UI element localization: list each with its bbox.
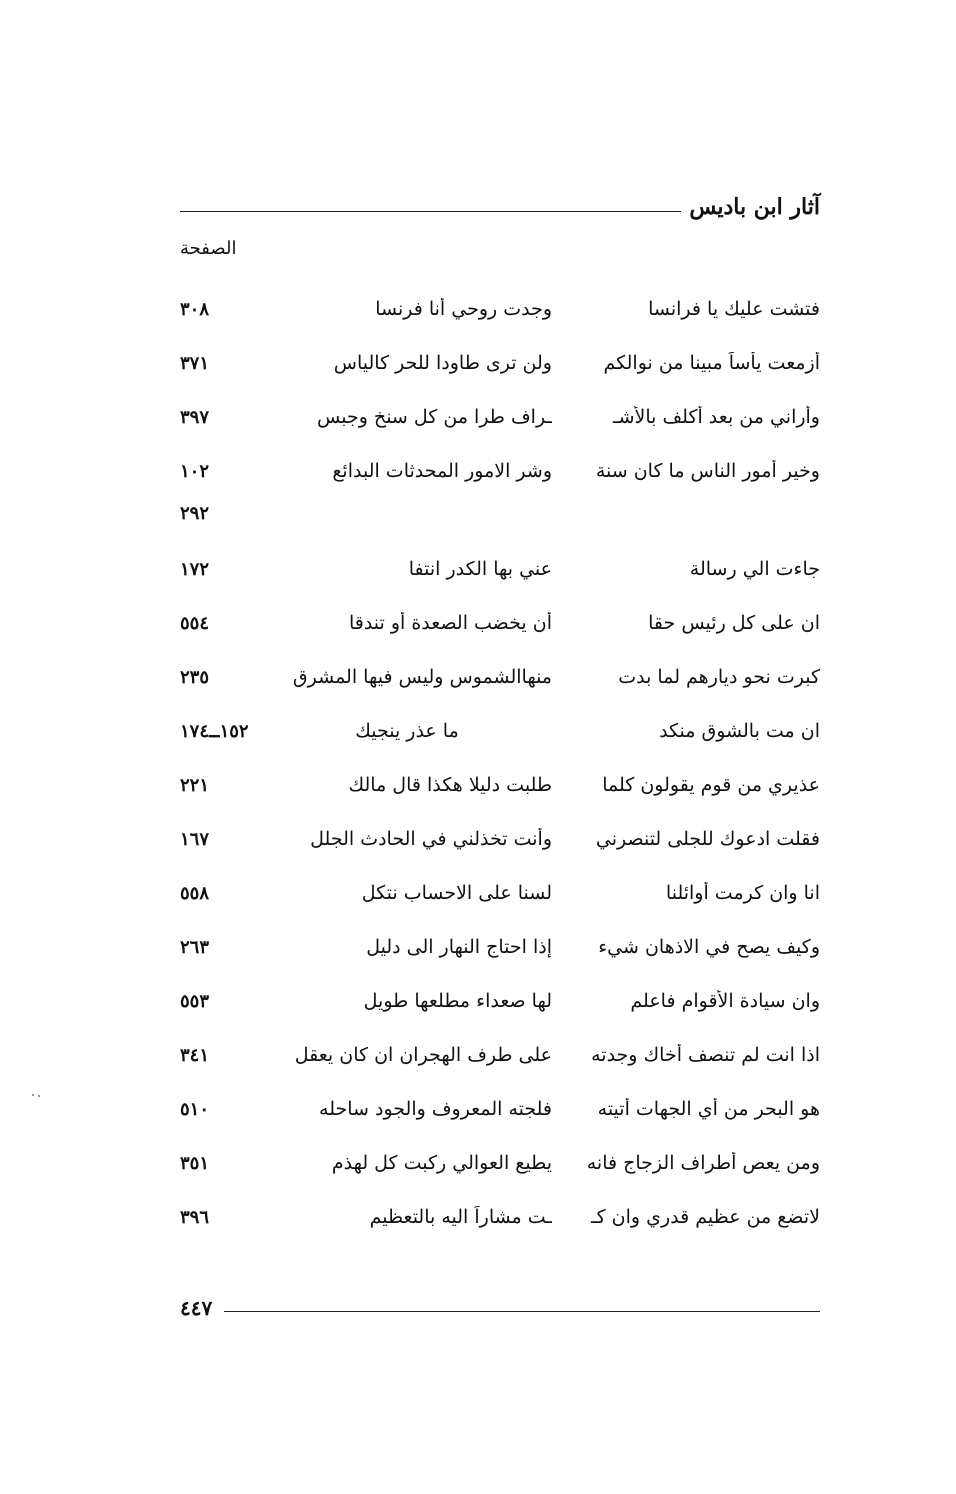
verse-second-half: ما عذر ينجيك: [355, 720, 459, 742]
book-title: آثار ابن باديس: [689, 194, 820, 220]
verse-first-half: وان سيادة الأقوام فاعلم: [630, 990, 820, 1012]
page-reference: ١٦٧: [180, 828, 210, 850]
verse-second-half: وأنت تخذلني في الحادث الجلل: [310, 828, 552, 850]
index-entry: [180, 866, 820, 920]
page-reference: ٥٥٣: [180, 990, 210, 1012]
header-rule: [180, 211, 681, 212]
page-reference: ١٧٢: [180, 558, 210, 580]
page-reference: ٥٥٤: [180, 612, 210, 634]
verse-second-half: يطيع العوالي ركبت كل لهذم: [331, 1152, 552, 1174]
index-entry: [180, 444, 820, 498]
verse-second-half: لسنا على الاحساب نتكل: [361, 882, 552, 904]
verse-second-half: منهاالشموس وليس فيها المشرق: [292, 666, 552, 688]
verse-first-half: أزمعت يأساً مبينا من نوالكم: [603, 352, 820, 374]
index-entry: [180, 1190, 820, 1244]
index-entry: [180, 542, 820, 596]
verse-second-half: وشر الامور المحدثات البدائع: [332, 460, 552, 482]
index-entry: [180, 758, 820, 812]
verse-index: [180, 282, 820, 1244]
page-reference: ٣٤١: [180, 1044, 210, 1066]
verse-second-half: فلجته المعروف والجود ساحله: [319, 1098, 552, 1120]
index-entry-continuation: [180, 498, 820, 528]
verse-second-half: عني بها الكدر انتفا: [408, 558, 552, 580]
page-reference: ٣٠٨: [180, 298, 210, 320]
index-entry: [180, 920, 820, 974]
page-footer: [180, 1288, 820, 1320]
verse-first-half: لاتضع من عظيم قدري وان كـ: [591, 1206, 820, 1228]
page-reference: ٣٥١: [180, 1152, 210, 1174]
verse-second-half: وجدت روحي أنا فرنسا: [375, 298, 552, 320]
verse-first-half: فتشت عليك يا فرانسا: [648, 298, 820, 320]
page-reference: ١٠٢: [180, 460, 210, 482]
page-number: ٤٤٧: [180, 1296, 213, 1320]
verse-second-half: على طرف الهجران ان كان يعقل: [294, 1044, 552, 1066]
verse-second-half: ـراف طرا من كل سنخ وجبس: [317, 406, 552, 428]
index-entry: [180, 596, 820, 650]
verse-first-half: انا وان كرمت أوائلنا: [665, 882, 820, 904]
page-reference: ٥١٠: [180, 1098, 210, 1120]
verse-second-half: إذا احتاج النهار الى دليل: [366, 936, 552, 958]
verse-second-half: أن يخضب الصعدة أو تندقا: [348, 612, 552, 634]
verse-second-half: طلبت دليلا هكذا قال مالك: [348, 774, 552, 796]
footer-rule: [224, 1311, 820, 1312]
page-reference: ٢٢١: [180, 774, 210, 796]
page-reference: ٣٩٦: [180, 1206, 210, 1228]
running-header: [180, 180, 820, 220]
index-entry: [180, 1136, 820, 1190]
page-reference: ٣٧١: [180, 352, 210, 374]
index-entry: [180, 390, 820, 444]
verse-second-half: ولن ترى طاودا للحر كالياس: [333, 352, 552, 374]
verse-first-half: كبرت نحو ديارهم لما بدت: [618, 666, 820, 688]
verse-first-half: ومن يعص أطراف الزجاج فانه: [586, 1152, 820, 1174]
index-entry: [180, 704, 820, 758]
page-reference: ١٥٢ــ١٧٤: [180, 720, 249, 742]
verse-second-half: ـت مشاراً اليه بالتعظيم: [369, 1206, 552, 1228]
index-entry: [180, 650, 820, 704]
scan-speck: [32, 1094, 40, 1097]
verse-second-half: لها صعداء مطلعها طويل: [363, 990, 552, 1012]
verse-first-half: ان مت بالشوق منكد: [659, 720, 820, 742]
page-reference: ٢٩٢: [180, 502, 210, 524]
verse-first-half: وكيف يصح في الاذهان شيء: [598, 936, 820, 958]
verse-first-half: وخير أمور الناس ما كان سنة: [595, 460, 820, 482]
verse-first-half: وأراني من بعد أكلف بالأشـ: [613, 406, 820, 428]
verse-first-half: عذيري من قوم يقولون كلما: [602, 774, 820, 796]
verse-first-half: فقلت ادعوك للجلى لتنصرني: [595, 828, 820, 850]
page-reference: ٣٩٧: [180, 406, 210, 428]
index-entry: [180, 1082, 820, 1136]
index-entry: [180, 812, 820, 866]
index-entry: [180, 282, 820, 336]
verse-first-half: هو البحر من أي الجهات أتيته: [597, 1098, 820, 1120]
page-reference: ٥٥٨: [180, 882, 210, 904]
verse-first-half: جاءت الي رسالة: [689, 558, 820, 580]
verse-first-half: اذا انت لم تنصف أخاك وجدته: [591, 1044, 820, 1066]
index-entry: [180, 974, 820, 1028]
index-entry: [180, 1028, 820, 1082]
index-entry: [180, 336, 820, 390]
page-reference: ٢٣٥: [180, 666, 210, 688]
page-column-label: الصفحة: [180, 238, 237, 259]
page-reference: ٢٦٣: [180, 936, 210, 958]
verse-first-half: ان على كل رئيس حقا: [648, 612, 820, 634]
